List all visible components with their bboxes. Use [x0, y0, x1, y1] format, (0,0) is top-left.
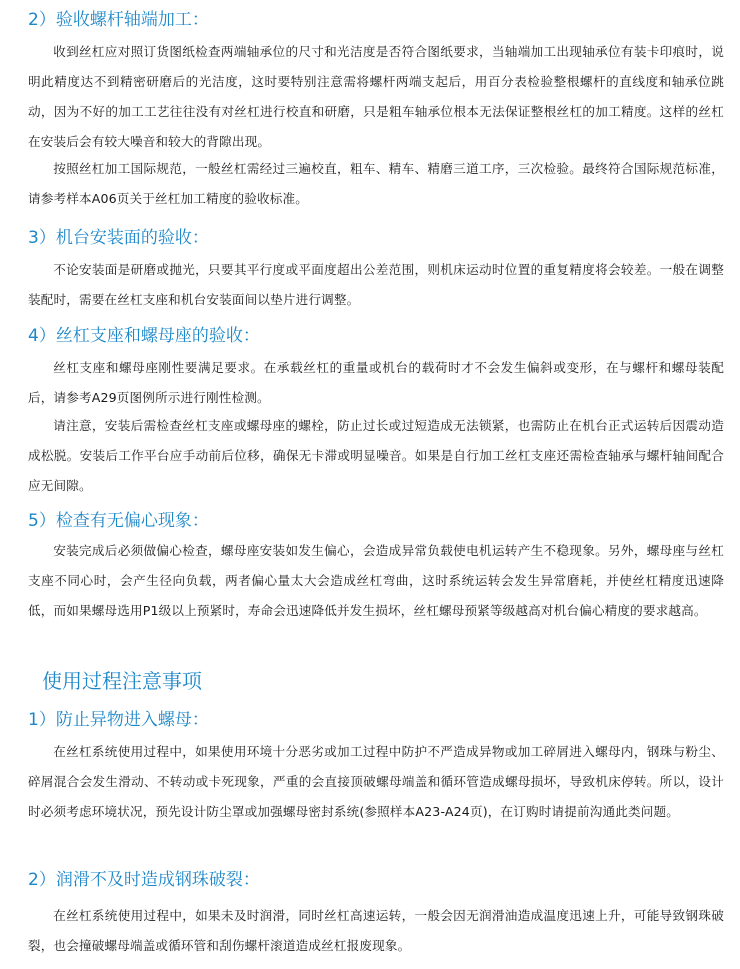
paragraph: 不论安装面是研磨或抛光，只要其平行度或平面度超出公差范围，则机床运动时位置的重复精度将会较差。一般在调整装配时，需要在丝杠支座和机台安装面间以垫片进行调整。	[28, 262, 724, 307]
paragraph: 按照丝杠加工国际规范，一般丝杠需经过三遍校直，粗车、精车、精磨三道工序，三次检验。最终符合国际规范标准，请参考样本A06页关于丝杠加工精度的验收标准。	[28, 161, 724, 206]
section-heading: 4）丝杠支座和螺母座的验收：	[28, 326, 260, 346]
section-title: 使用过程注意事项	[42, 669, 202, 693]
paragraph: 在丝杠系统使用过程中，如果未及时润滑，同时丝杠高速运转，一般会因无润滑油造成温度迅速上升，可能导致钢珠破裂，也会撞破螺母端盖或循环管和刮伤螺杆滚道造成丝杠报废现象。	[28, 908, 724, 953]
section-heading: 3）机台安装面的验收：	[28, 228, 209, 248]
paragraph: 丝杠支座和螺母座刚性要满足要求。在承载丝杠的重量或机台的载荷时才不会发生偏斜或变形，在与螺杆和螺母装配后，请参考A29页图例所示进行刚性检测。	[28, 360, 724, 405]
section-heading: 5）检查有无偏心现象：	[28, 511, 209, 531]
paragraph: 安装完成后必须做偏心检查，螺母座安装如发生偏心，会造成异常负载使电机运转产生不稳现象。另外，螺母座与丝杠支座不同心时，会产生径向负载，两者偏心量太大会造成丝杠弯曲，这时系统运转会发生异常磨耗，并使丝杠精度迅速降低，而如果螺母选用P1级以上预紧时，寿命会迅速降低并发生损坏，丝杠螺母预紧等级越高对机台偏心精度的要求越高。	[28, 543, 724, 618]
paragraph: 收到丝杠应对照订货图纸检查两端轴承位的尺寸和光洁度是否符合图纸要求，当轴端加工出现轴承位有装卡印痕时，说明此精度达不到精密研磨后的光洁度，这时要特别注意需将螺杆两端支起后，用百分表检验整根螺杆的直线度和轴承位跳动，因为不好的加工工艺往往没有对丝杠进行校直和研磨，只是粗车轴承位根本无法保证整根丝杠的加工精度。这样的丝杠在安装后会有较大噪音和较大的背隙出现。	[28, 44, 724, 149]
paragraph: 在丝杠系统使用过程中，如果使用环境十分恶劣或加工过程中防护不严造成异物或加工碎屑进入螺母内，钢珠与粉尘、碎屑混合会发生滑动、不转动或卡死现象，严重的会直接顶破螺母端盖和循环管造成螺母损坏，导致机床停转。所以，设计时必须考虑环境状况，预先设计防尘罩或加强螺母密封系统(参照样本A23-A24页)，在订购时请提前沟通此类问题。	[28, 744, 724, 819]
paragraph: 请注意，安装后需检查丝杠支座或螺母座的螺栓，防止过长或过短造成无法锁紧，也需防止在机台正式运转后因震动造成松脱。安装后工作平台应手动前后位移，确保无卡滞或明显噪音。如果是自行加工丝杠支座还需检查轴承与螺杆轴间配合应无间隙。	[28, 418, 724, 493]
section-heading: 2）润滑不及时造成钢珠破裂：	[28, 870, 260, 890]
section-heading: 2）验收螺杆轴端加工：	[28, 10, 209, 30]
section-heading: 1）防止异物进入螺母：	[28, 710, 209, 730]
